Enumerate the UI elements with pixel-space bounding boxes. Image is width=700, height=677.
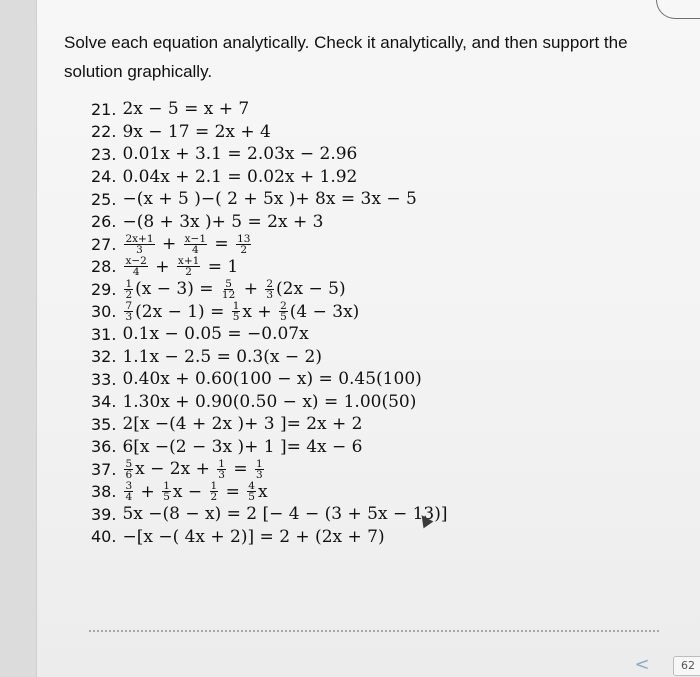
fraction-numerator: 5 <box>125 457 133 470</box>
equation-text: 0.04x + 2.1 = 0.02x + 1.92 <box>122 166 358 187</box>
fraction-numerator: x+1 <box>177 255 200 268</box>
next-page-edge <box>89 630 659 640</box>
equation-text: x − 2x + <box>135 459 216 480</box>
fraction <box>210 481 219 502</box>
equation-text: 1.30x + 0.90(0.50 − x) = 1.00(50) <box>122 391 417 412</box>
problem-equation <box>122 212 323 232</box>
fraction <box>124 256 147 277</box>
problem-item <box>91 526 651 549</box>
fraction <box>124 234 154 255</box>
equation-text: + <box>156 234 182 255</box>
equation-text: 0.01x + 3.1 = 2.03x − 2.96 <box>122 144 358 165</box>
fraction-denominator: 5 <box>163 491 170 504</box>
equation-text: = <box>220 481 246 502</box>
problem-number: 30. <box>91 302 117 322</box>
problem-number: 29. <box>91 279 117 299</box>
fraction <box>177 256 200 277</box>
page-number-badge: 62 <box>673 656 700 676</box>
equation-text: = 1 <box>202 256 239 277</box>
fraction-numerator: 13 <box>237 232 251 245</box>
fraction-numerator: 2 <box>280 300 287 313</box>
problem-item <box>91 166 651 189</box>
problem-equation <box>122 392 416 412</box>
fraction-numerator: 7 <box>125 300 133 313</box>
problem-equation <box>122 144 357 164</box>
problem-equation <box>122 527 384 547</box>
fraction-denominator: 3 <box>266 288 274 301</box>
equation-text: 9x − 17 = 2x + 4 <box>122 121 271 142</box>
fraction <box>232 301 241 322</box>
problem-item <box>91 278 651 301</box>
problem-equation <box>122 256 238 277</box>
fraction-numerator: 1 <box>256 457 263 470</box>
equation-text: = <box>209 234 235 255</box>
equation-text: x <box>257 481 268 502</box>
problem-equation <box>122 481 267 502</box>
equation-text: 6[x −(2 − 3x )+ 1 ]= 4x − 6 <box>122 436 363 457</box>
fraction-denominator: 12 <box>221 288 236 301</box>
fraction-numerator: x−2 <box>125 255 147 268</box>
equation-text: (4 − 3x) <box>289 301 360 322</box>
equation-text: + <box>135 481 161 502</box>
fraction-denominator: 5 <box>280 311 287 324</box>
fraction-denominator: 2 <box>210 491 218 504</box>
problem-item <box>91 256 651 279</box>
fraction <box>217 459 226 480</box>
problem-number: 35. <box>91 414 117 434</box>
fraction <box>221 279 236 300</box>
equation-text: 2x − 5 = x + 7 <box>122 99 250 120</box>
fraction <box>184 234 207 255</box>
problem-equation <box>122 437 362 457</box>
problem-item <box>91 368 651 391</box>
problem-number: 32. <box>91 347 117 367</box>
instructions-text: Solve each equation analytically. Check it analytically, and then support the solution graphically. <box>64 33 628 81</box>
fraction <box>124 301 133 322</box>
problem-item <box>91 481 651 504</box>
equation-text: = <box>227 459 253 480</box>
problem-item <box>91 121 651 144</box>
equation-text: + <box>149 256 175 277</box>
fraction-denominator: 4 <box>132 266 140 279</box>
fraction <box>236 234 251 255</box>
fraction-denominator: 3 <box>256 468 263 481</box>
problem-number: 23. <box>91 144 117 164</box>
equation-text: (2x − 5) <box>276 279 346 300</box>
equation-text: −(8 + 3x )+ 5 = 2x + 3 <box>122 211 324 232</box>
fraction-denominator: 2 <box>240 243 248 256</box>
fraction <box>255 459 264 480</box>
equation-text: 0.1x − 0.05 = −0.07x <box>122 324 309 345</box>
problem-equation <box>122 369 421 389</box>
problem-number: 40. <box>91 527 117 547</box>
problem-item <box>91 503 651 526</box>
problem-number: 31. <box>91 324 117 344</box>
fraction-numerator: 5 <box>225 277 232 290</box>
equation-text: (x − 3) = <box>135 279 219 300</box>
problem-equation <box>122 234 253 255</box>
fraction-numerator: 1 <box>125 277 133 290</box>
equation-text: −(x + 5 )−( 2 + 5x )+ 8x = 3x − 5 <box>122 189 417 210</box>
fraction-denominator: 5 <box>232 311 240 324</box>
problem-equation <box>122 167 357 187</box>
fraction-denominator: 3 <box>136 243 143 256</box>
equation-text: −[x −( 4x + 2)] = 2 + (2x + 7) <box>122 526 385 547</box>
problem-item <box>91 458 651 481</box>
page-curl-decoration <box>656 0 700 19</box>
problem-equation <box>122 324 308 344</box>
fraction <box>247 481 256 502</box>
problem-item <box>91 188 651 211</box>
equation-text: + <box>238 279 264 300</box>
fraction-numerator: 1 <box>218 457 225 470</box>
problem-item <box>91 98 651 121</box>
equation-text: x + <box>242 301 278 322</box>
equation-text: 1.1x − 2.5 = 0.3(x − 2) <box>122 346 322 367</box>
problem-equation <box>122 279 345 300</box>
problem-equation <box>122 122 270 142</box>
problem-equation <box>122 414 362 434</box>
fraction-numerator: 1 <box>210 480 218 493</box>
problem-item <box>91 323 651 346</box>
problem-number: 34. <box>91 392 117 412</box>
problem-number: 38. <box>91 482 117 502</box>
equation-text: 0.40x + 0.60(100 − x) = 0.45(100) <box>122 369 422 390</box>
fraction-numerator: 1 <box>232 300 240 313</box>
equation-text: 5x −(8 − x) = 2 [− 4 − (3 + 5x − 13)] <box>122 504 448 525</box>
problem-equation <box>122 99 249 119</box>
problem-number: 26. <box>91 212 117 232</box>
fraction-numerator: 4 <box>248 480 255 493</box>
problem-equation <box>122 504 447 524</box>
fraction-denominator: 5 <box>248 491 255 504</box>
fraction <box>279 301 288 322</box>
problem-number: 22. <box>91 122 117 142</box>
problem-item <box>91 143 651 166</box>
fraction-denominator: 2 <box>185 266 192 279</box>
problem-item <box>91 346 651 369</box>
equation-text: 2[x −(4 + 2x )+ 3 ]= 2x + 2 <box>122 414 363 435</box>
equation-text: x − <box>172 481 208 502</box>
fraction-numerator: x−1 <box>184 232 207 245</box>
problem-number: 36. <box>91 437 117 457</box>
problem-list <box>91 98 651 548</box>
fraction-numerator: 2x+1 <box>125 232 154 245</box>
problem-number: 28. <box>91 257 117 277</box>
worksheet-page <box>36 0 700 677</box>
problem-item <box>91 211 651 234</box>
problem-number: 25. <box>91 189 117 209</box>
problem-equation <box>122 301 359 322</box>
fraction <box>124 459 133 480</box>
problem-item <box>91 233 651 256</box>
fraction-denominator: 4 <box>191 243 199 256</box>
fraction <box>124 279 133 300</box>
fraction-numerator: 1 <box>163 480 170 493</box>
problem-number: 27. <box>91 234 117 254</box>
equation-text: (2x − 1) = <box>135 301 230 322</box>
problem-number: 24. <box>91 167 117 187</box>
fraction-denominator: 6 <box>125 468 133 481</box>
problem-equation <box>122 459 265 480</box>
fraction <box>265 279 274 300</box>
problem-equation <box>122 189 416 209</box>
fraction-numerator: 3 <box>125 480 133 493</box>
fraction-denominator: 3 <box>125 311 133 324</box>
fraction <box>124 481 133 502</box>
problem-item <box>91 436 651 459</box>
problem-item <box>91 391 651 414</box>
previous-page-button[interactable]: < <box>634 654 650 675</box>
fraction <box>162 481 171 502</box>
problem-number: 33. <box>91 369 117 389</box>
problem-item <box>91 413 651 436</box>
problem-equation <box>122 347 322 367</box>
fraction-denominator: 3 <box>218 468 225 481</box>
fraction-numerator: 2 <box>266 277 274 290</box>
fraction-denominator: 2 <box>125 288 133 301</box>
problem-number: 21. <box>91 99 117 119</box>
problem-item <box>91 301 651 324</box>
problem-number: 37. <box>91 459 117 479</box>
fraction-denominator: 4 <box>125 491 133 504</box>
problem-number: 39. <box>91 504 117 524</box>
